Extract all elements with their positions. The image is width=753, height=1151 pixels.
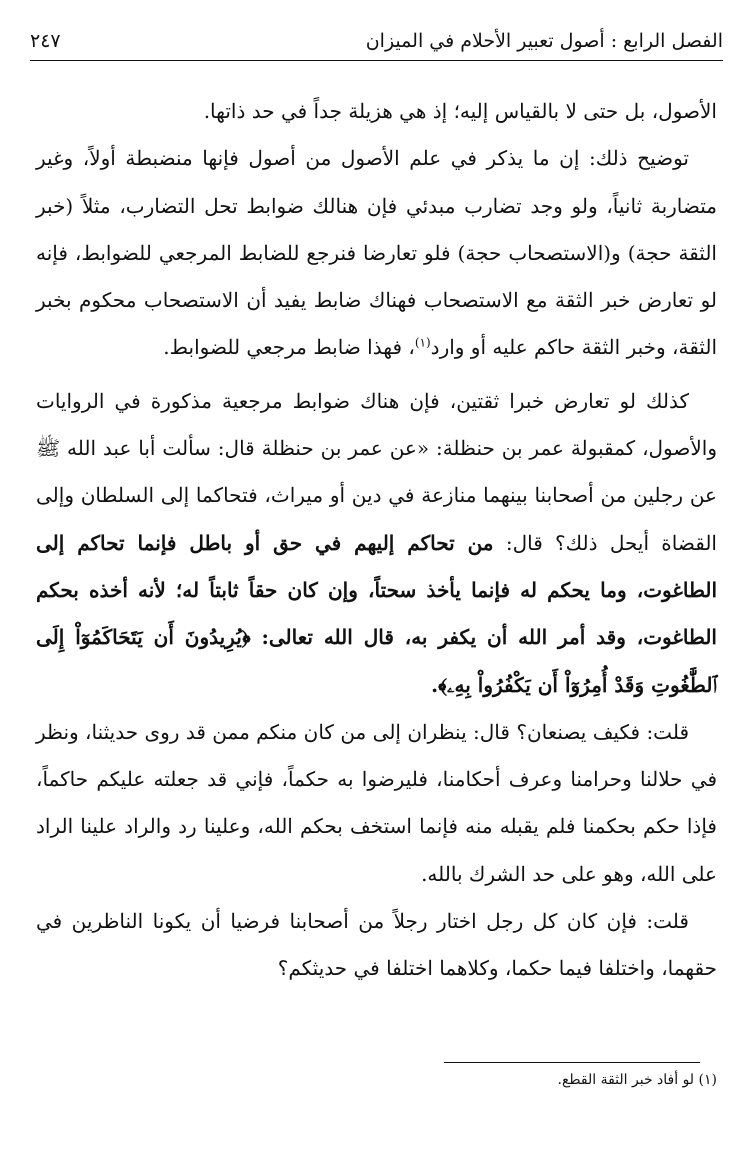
paragraph-3-text: كذلك لو تعارض خبرا ثقتين، فإن هناك ضوابط مرجعية مذكورة في الروايات والأصول، كمقبولة عمر بن حنظلة: «عن عمر بن حنظلة قال: سألت أبا عبد الله ﷺ عن رجلين من أصحابنا بينهما منازعة في دين أو ميراث، فتحاكما إلى السلطان وإلى القضاة أيحل ذلك؟ قال: xyxy=(36,388,717,555)
paragraph-1: الأصول، بل حتى لا بالقياس إليه؛ إذ هي هزيلة جداً في حد ذاتها. xyxy=(203,99,717,123)
main-text xyxy=(36,88,717,993)
paragraph-2 xyxy=(36,135,717,371)
footnote-reference[interactable]: (١) xyxy=(414,335,431,350)
header-divider xyxy=(30,60,723,61)
chapter-title: الفصل الرابع : أصول تعبير الأحلام في الميزان xyxy=(365,30,723,52)
paragraph-3-bold-quote: من تحاكم إليهم في حق أو باطل فإنما تحاكم إلى الطاغوت، وما يحكم له فإنما يأخذ سحتاً، وإن كان حقاً ثابتاً له؛ لأنه أخذه بحكم الطاغوت، وقد أمر الله أن يكفر به، قال الله تعالى: ﴿يُرِيدُونَ أَن يَتَحَاكَمُوٓاْ إِلَى ٱلطَّٰغُوتِ وَقَدْ أُمِرُوٓاْ أَن يَكْفُرُواْ بِهِۦ﴾. xyxy=(36,530,717,697)
paragraph-4: قلت: فكيف يصنعان؟ قال: ينظران إلى من كان منكم ممن قد روى حديثنا، ونظر في حلالنا وحرامنا وعرف أحكامنا، فليرضوا به حكماً، فإني قد جعلته عليكم حاكماً، فإذا حكم بحكمنا فلم يقبله منه فإنما استخف بحكم الله، وعلينا رد والراد علينا الراد على الله، وهو على حد الشرك بالله. xyxy=(36,719,717,886)
page-number: ٢٤٧ xyxy=(30,30,61,52)
running-header xyxy=(30,28,723,58)
paragraph-2-tail: ، فهذا ضابط مرجعي للضوابط. xyxy=(163,335,415,360)
paragraph-5: قلت: فإن كان كل رجل اختار رجلاً من أصحابنا فرضيا أن يكونا الناظرين في حقهما، واختلفا فيما حكما، وكلاهما اختلفا في حديثكم؟ xyxy=(36,909,717,981)
paragraph-2-text: توضيح ذلك: إن ما يذكر في علم الأصول من أصول فإنها منضبطة أولاً، وغير متضاربة ثانياً، ولو وجد تضارب مبدئي فإن هنالك ضوابط تحل التضارب، مثلاً (خبر الثقة حجة) و(الاستصحاب حجة) فلو تعارضا فنرجع للضابط المرجعي للضوابط، فإنه لو تعارض خبر الثقة مع الاستصحاب فهناك ضابط يفيد أن الاستصحاب محكوم بخبر الثقة، وخبر الثقة حاكم عليه أو وارد xyxy=(36,146,717,360)
footnote-divider xyxy=(444,1062,700,1063)
paragraph-3 xyxy=(36,378,717,709)
footnote: (١) لو أفاد خبر الثقة القطع. xyxy=(557,1072,717,1088)
